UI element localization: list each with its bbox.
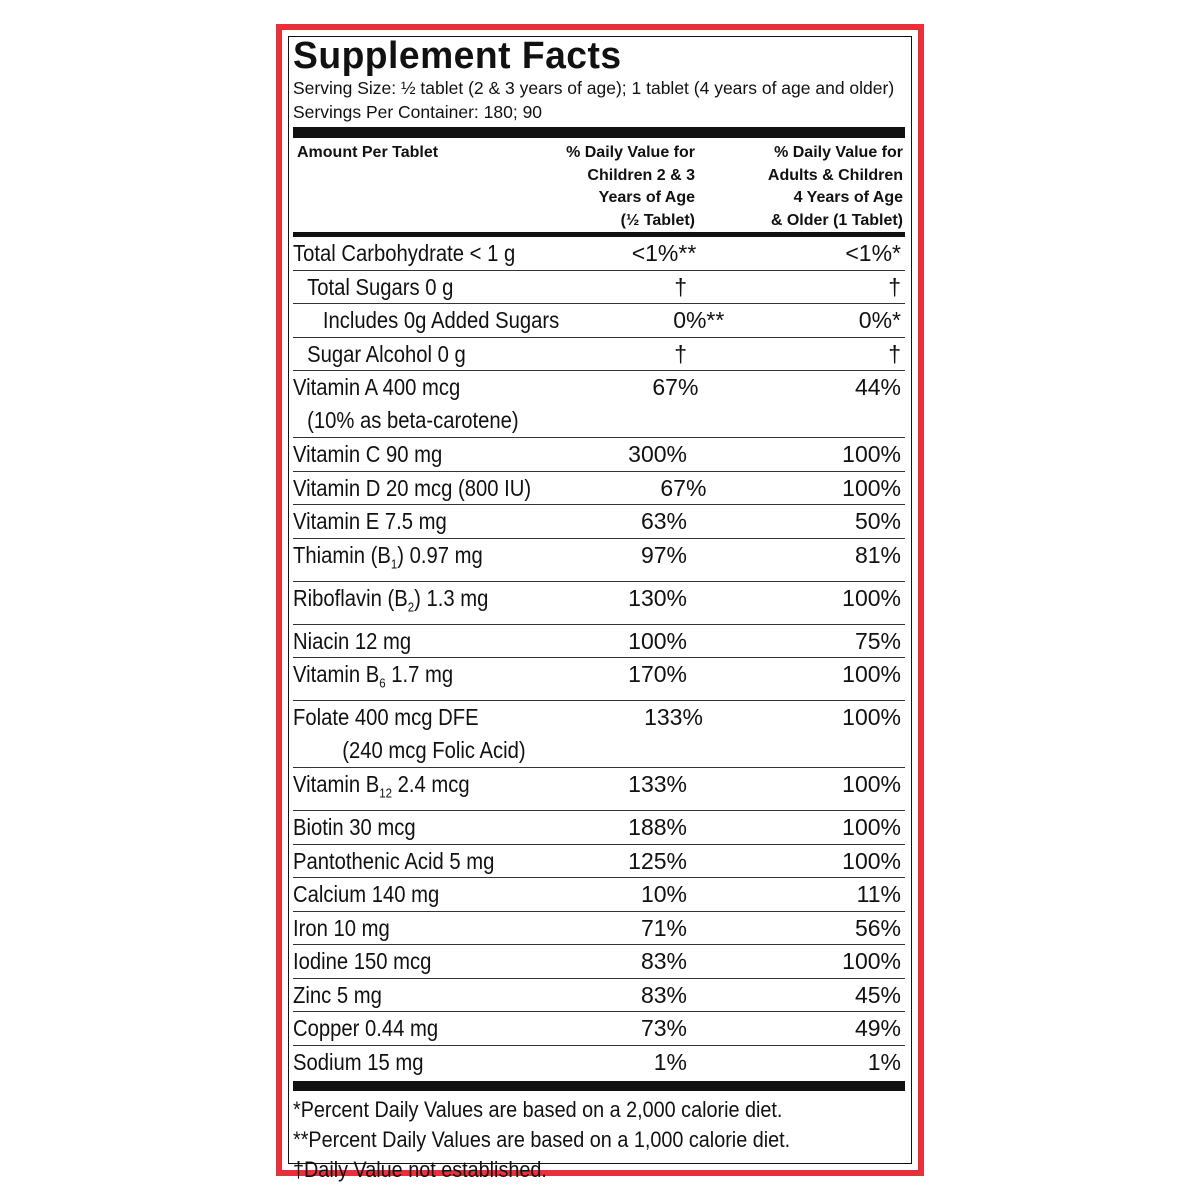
nutrient-name-part: Riboflavin (B <box>293 584 408 611</box>
table-row <box>293 701 905 768</box>
nutrient-name-line: Folate 400 mcg DFE <box>293 704 479 731</box>
adult-dv: 100% <box>842 814 901 841</box>
nutrient-subtext: (240 mcg Folic Acid) <box>342 736 526 763</box>
nutrient-name: Iodine 150 mcg <box>293 948 432 975</box>
nutrient-name <box>293 582 501 624</box>
nutrient-name <box>293 539 501 581</box>
child-dv: 125% <box>628 847 687 874</box>
child-dv: † <box>674 273 687 300</box>
facts-content <box>293 36 905 1185</box>
child-dv: 0%** <box>673 307 725 333</box>
header-children-line: (½ Tablet) <box>620 211 695 229</box>
adult-dv: † <box>888 340 901 367</box>
adult-dv: 50% <box>854 508 901 534</box>
child-dv: <1%** <box>631 240 697 266</box>
table-row <box>293 945 905 979</box>
header-children-line: Years of Age <box>598 189 695 206</box>
nutrient-name: Vitamin E 7.5 mg <box>293 508 447 534</box>
adult-dv: 100% <box>842 584 901 611</box>
nutrient-name: Biotin 30 mcg <box>293 814 416 841</box>
nutrient-name: Sugar Alcohol 0 g <box>307 340 466 367</box>
nutrient-name: Includes 0g Added Sugars <box>322 307 560 333</box>
adult-dv: 1% <box>867 1048 901 1075</box>
table-row <box>293 271 905 305</box>
subscript: 6 <box>379 675 386 691</box>
table-row <box>293 878 905 912</box>
table-row <box>293 811 905 845</box>
footnotes <box>293 1095 844 1185</box>
child-dv: 83% <box>640 948 687 975</box>
nutrient-name-part: ) 1.3 mg <box>414 584 489 611</box>
table-row <box>293 658 905 701</box>
child-dv: 67% <box>652 374 699 400</box>
nutrient-name <box>293 658 501 700</box>
panel-title: Supplement Facts <box>293 35 622 77</box>
nutrient-name: Total Carbohydrate < 1 g <box>293 240 516 266</box>
table-row <box>293 237 905 271</box>
column-header <box>293 138 905 232</box>
divider-thick-bottom <box>293 1081 905 1091</box>
servings-per-container: Servings Per Container: 180; 90 <box>293 102 543 122</box>
nutrient-name <box>293 768 501 810</box>
child-dv: 97% <box>640 541 687 568</box>
nutrient-name-part: Thiamin (B <box>293 541 391 568</box>
nutrient-name: Calcium 140 mg <box>293 881 440 908</box>
table-row <box>293 338 905 372</box>
child-dv: † <box>674 340 687 367</box>
adult-dv: 45% <box>854 981 901 1008</box>
adult-dv: 100% <box>842 948 901 975</box>
nutrient-name-part: 1.7 mg <box>385 661 454 688</box>
adult-dv: 81% <box>854 541 901 568</box>
header-children-line: Children 2 & 3 <box>587 166 695 184</box>
child-dv: 133% <box>644 704 703 731</box>
adult-dv: 100% <box>842 847 901 874</box>
child-dv: 170% <box>628 661 687 688</box>
adult-dv: † <box>888 273 901 300</box>
table-row <box>293 438 905 472</box>
nutrient-rows <box>293 237 905 1079</box>
child-dv: 133% <box>628 771 687 798</box>
child-dv: 71% <box>640 914 687 941</box>
adult-dv: 75% <box>854 627 901 654</box>
nutrient-name: Pantothenic Acid 5 mg <box>293 847 495 874</box>
header-children-line: % Daily Value for <box>566 144 695 161</box>
table-row <box>293 979 905 1013</box>
nutrient-name: Niacin 12 mg <box>293 627 412 654</box>
table-row <box>293 371 905 438</box>
child-dv: 83% <box>640 981 687 1008</box>
table-row <box>293 505 905 539</box>
table-row <box>293 768 905 811</box>
nutrient-name: Vitamin C 90 mg <box>293 441 443 467</box>
table-row <box>293 1046 905 1079</box>
adult-dv: 100% <box>842 704 901 731</box>
header-adults-line: Adults & Children <box>767 166 903 184</box>
child-dv: 67% <box>660 474 707 501</box>
table-row <box>293 539 905 582</box>
header-adults-dv <box>697 142 905 232</box>
adult-dv: 49% <box>854 1015 901 1042</box>
adult-dv: 11% <box>856 881 901 908</box>
table-row <box>293 472 905 506</box>
header-amount-per-tablet: Amount Per Tablet <box>297 144 439 161</box>
adult-dv: 56% <box>854 914 901 941</box>
child-dv: 300% <box>628 441 687 467</box>
nutrient-name-part: Vitamin B <box>293 661 380 688</box>
table-row <box>293 912 905 946</box>
nutrient-name: Sodium 15 mg <box>293 1048 424 1075</box>
nutrient-name-part: ) 0.97 mg <box>397 541 483 568</box>
footnote: †Daily Value not established. <box>293 1156 547 1182</box>
nutrient-name: Copper 0.44 mg <box>293 1015 439 1042</box>
child-dv: 188% <box>628 814 687 841</box>
nutrient-name <box>293 701 526 766</box>
subscript: 1 <box>390 556 398 572</box>
child-dv: 10% <box>640 881 687 908</box>
nutrient-name: Zinc 5 mg <box>293 981 382 1008</box>
adult-dv: 100% <box>842 661 901 688</box>
divider-thick-top <box>293 127 905 138</box>
subscript: 12 <box>379 785 392 801</box>
adult-dv: 100% <box>842 771 901 798</box>
footnote: **Percent Daily Values are based on a 1,000 calorie diet. <box>293 1126 791 1152</box>
nutrient-name: Iron 10 mg <box>293 914 390 941</box>
nutrient-name-part: 2.4 mcg <box>391 771 470 798</box>
table-row <box>293 625 905 659</box>
adult-dv: 0%* <box>858 307 901 333</box>
adult-dv: <1%* <box>845 240 901 266</box>
child-dv: 63% <box>640 508 687 534</box>
child-dv: 130% <box>628 584 687 611</box>
nutrient-subtext: (10% as beta-carotene) <box>307 406 519 433</box>
nutrient-name <box>293 371 519 436</box>
nutrient-name: Total Sugars 0 g <box>307 273 454 300</box>
child-dv: 100% <box>628 627 687 654</box>
table-row <box>293 582 905 625</box>
nutrient-name-line: Vitamin A 400 mcg <box>293 374 461 400</box>
table-row <box>293 1012 905 1046</box>
header-adults-line: & Older (1 Tablet) <box>770 211 903 229</box>
subscript: 2 <box>407 599 415 615</box>
adult-dv: 100% <box>842 474 901 501</box>
header-adults-line: % Daily Value for <box>774 144 903 161</box>
header-children-dv <box>525 142 697 232</box>
child-dv: 73% <box>640 1015 687 1042</box>
nutrient-name-part: Vitamin B <box>293 771 380 798</box>
footnote: *Percent Daily Values are based on a 2,000 calorie diet. <box>293 1096 783 1122</box>
nutrient-name: Vitamin D 20 mcg (800 IU) <box>293 474 532 501</box>
adult-dv: 100% <box>842 441 901 467</box>
header-adults-line: 4 Years of Age <box>793 189 903 206</box>
table-row <box>293 304 905 338</box>
serving-size: Serving Size: ½ tablet (2 & 3 years of age); 1 tablet (4 years of age and older) <box>293 78 895 98</box>
child-dv: 1% <box>653 1048 687 1075</box>
adult-dv: 44% <box>854 374 901 400</box>
table-row <box>293 845 905 879</box>
